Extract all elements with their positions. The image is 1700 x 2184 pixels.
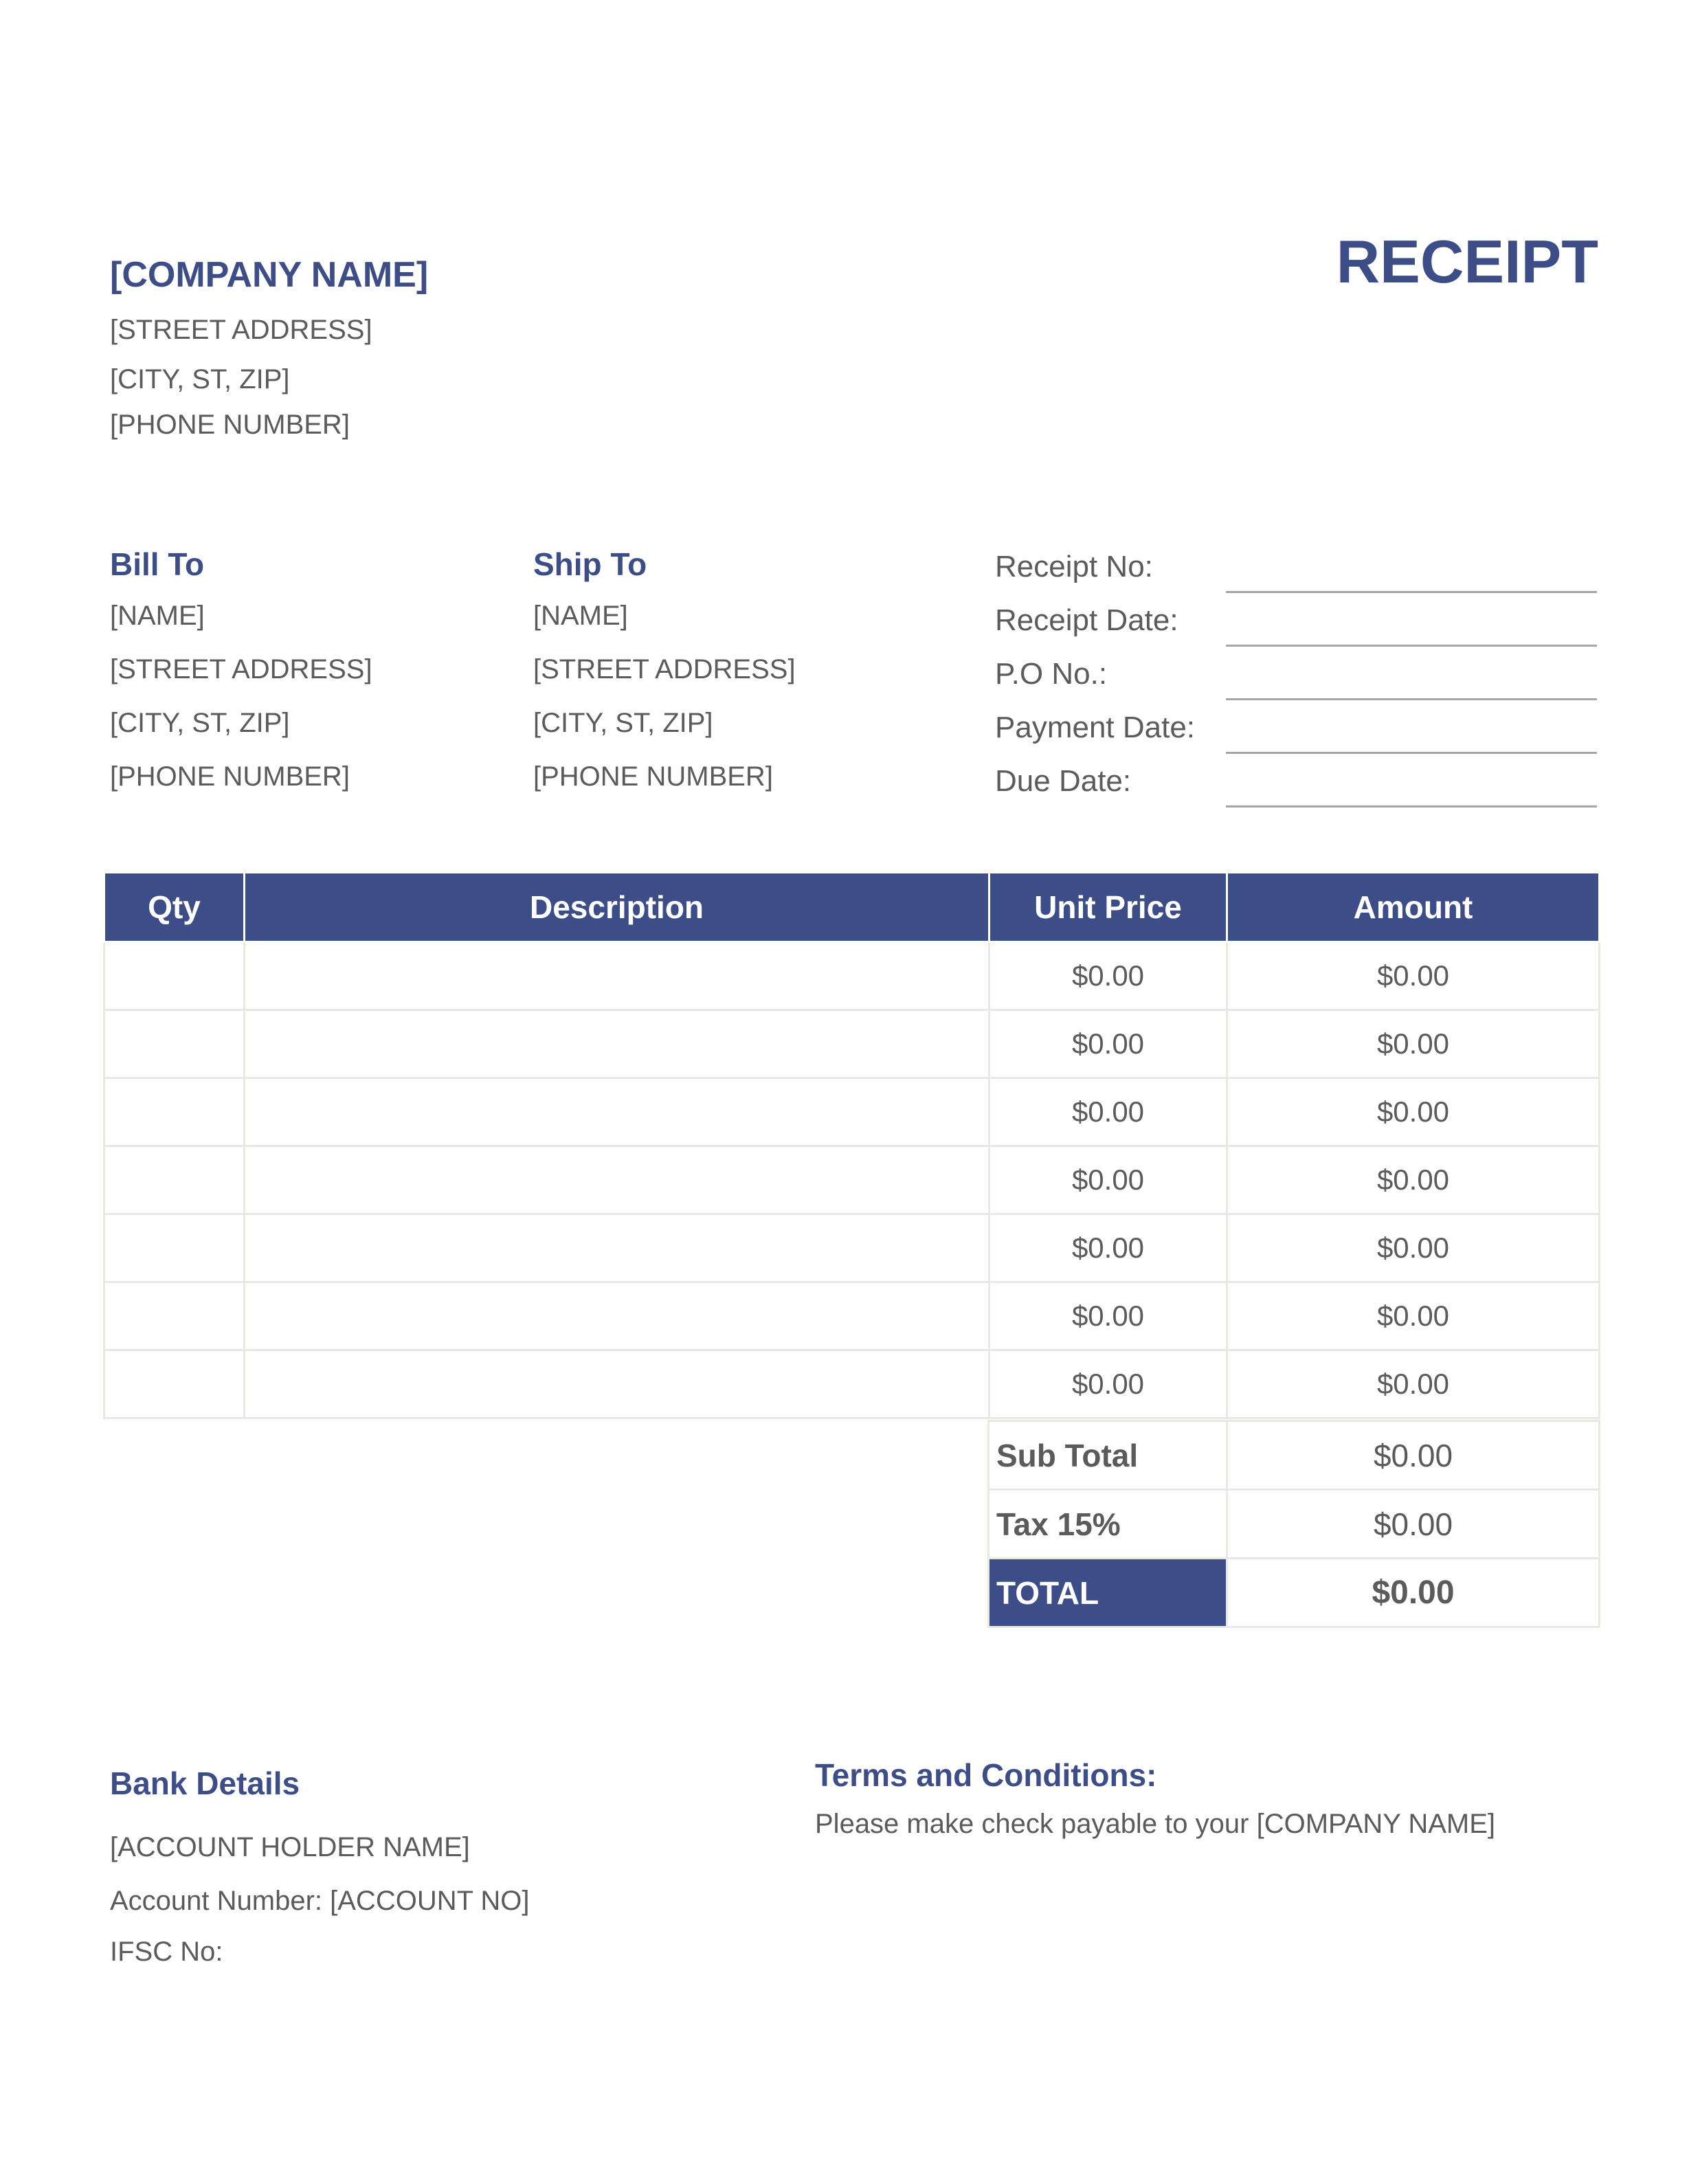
receipt-no-label: Receipt No: xyxy=(995,550,1153,583)
table-row xyxy=(104,942,1600,1010)
payment-date-label: Payment Date: xyxy=(995,711,1196,744)
company-phone: [PHONE NUMBER] xyxy=(110,410,350,440)
ship-to-name: [NAME] xyxy=(533,601,628,631)
unit-price-cell[interactable]: $0.00 xyxy=(989,1350,1227,1418)
po-no-label: P.O No.: xyxy=(995,657,1108,691)
unit-price-cell[interactable]: $0.00 xyxy=(989,1282,1227,1350)
ifsc-no: IFSC No: xyxy=(110,1937,223,1967)
totals-table xyxy=(987,1420,1600,1628)
unit-price-cell[interactable]: $0.00 xyxy=(989,1146,1227,1214)
total-row xyxy=(989,1559,1600,1627)
qty-cell[interactable] xyxy=(104,1214,245,1282)
tax-value: $0.00 xyxy=(1227,1490,1600,1559)
table-row xyxy=(104,1282,1600,1350)
subtotal-label: Sub Total xyxy=(989,1421,1227,1490)
company-street: [STREET ADDRESS] xyxy=(110,315,372,345)
amount-cell: $0.00 xyxy=(1227,1282,1600,1350)
table-row xyxy=(104,1010,1600,1078)
description-cell[interactable] xyxy=(245,942,989,1010)
account-holder-name: [ACCOUNT HOLDER NAME] xyxy=(110,1832,470,1862)
amount-cell: $0.00 xyxy=(1227,1214,1600,1282)
payment-date-field[interactable] xyxy=(1226,752,1597,754)
po-no-field[interactable] xyxy=(1226,698,1597,700)
bill-to-city: [CITY, ST, ZIP] xyxy=(110,708,290,738)
description-header: Description xyxy=(245,873,989,942)
due-date-field[interactable] xyxy=(1226,805,1597,807)
description-cell[interactable] xyxy=(245,1078,989,1146)
qty-cell[interactable] xyxy=(104,942,245,1010)
qty-cell[interactable] xyxy=(104,1010,245,1078)
ship-to-heading: Ship To xyxy=(533,546,647,582)
description-cell[interactable] xyxy=(245,1010,989,1078)
subtotal-row xyxy=(989,1421,1600,1490)
company-city: [CITY, ST, ZIP] xyxy=(110,364,290,394)
table-row xyxy=(104,1350,1600,1418)
bill-to-phone: [PHONE NUMBER] xyxy=(110,761,350,792)
receipt-date-label: Receipt Date: xyxy=(995,603,1178,637)
account-number: Account Number: [ACCOUNT NO] xyxy=(110,1886,530,1916)
qty-header: Qty xyxy=(104,873,245,942)
subtotal-value: $0.00 xyxy=(1227,1421,1600,1490)
unit-price-cell[interactable]: $0.00 xyxy=(989,1078,1227,1146)
total-value: $0.00 xyxy=(1227,1559,1600,1627)
unit-price-cell[interactable]: $0.00 xyxy=(989,942,1227,1010)
description-cell[interactable] xyxy=(245,1214,989,1282)
ship-to-phone: [PHONE NUMBER] xyxy=(533,761,773,792)
qty-cell[interactable] xyxy=(104,1350,245,1418)
tax-row xyxy=(989,1490,1600,1559)
amount-header: Amount xyxy=(1227,873,1600,942)
amount-cell: $0.00 xyxy=(1227,1078,1600,1146)
company-name: [COMPANY NAME] xyxy=(110,255,429,295)
ship-to-city: [CITY, ST, ZIP] xyxy=(533,708,713,738)
description-cell[interactable] xyxy=(245,1282,989,1350)
unit-price-cell[interactable]: $0.00 xyxy=(989,1214,1227,1282)
amount-cell: $0.00 xyxy=(1227,1350,1600,1418)
amount-cell: $0.00 xyxy=(1227,1146,1600,1214)
bill-to-street: [STREET ADDRESS] xyxy=(110,654,372,684)
qty-cell[interactable] xyxy=(104,1282,245,1350)
terms-heading: Terms and Conditions: xyxy=(815,1757,1157,1793)
due-date-label: Due Date: xyxy=(995,764,1132,798)
bill-to-heading: Bill To xyxy=(110,546,205,582)
unit-price-cell[interactable]: $0.00 xyxy=(989,1010,1227,1078)
items-table xyxy=(103,871,1600,1419)
description-cell[interactable] xyxy=(245,1350,989,1418)
table-row xyxy=(104,1214,1600,1282)
terms-text: Please make check payable to your [COMPANY NAME] xyxy=(815,1809,1496,1839)
description-cell[interactable] xyxy=(245,1146,989,1214)
document-title: RECEIPT xyxy=(1336,227,1598,296)
amount-cell: $0.00 xyxy=(1227,1010,1600,1078)
ship-to-street: [STREET ADDRESS] xyxy=(533,654,796,684)
amount-cell: $0.00 xyxy=(1227,942,1600,1010)
bank-details-heading: Bank Details xyxy=(110,1765,300,1801)
qty-cell[interactable] xyxy=(104,1078,245,1146)
total-label: TOTAL xyxy=(989,1559,1227,1627)
qty-cell[interactable] xyxy=(104,1146,245,1214)
receipt-no-field[interactable] xyxy=(1226,591,1597,593)
table-row xyxy=(104,1078,1600,1146)
bill-to-name: [NAME] xyxy=(110,601,205,631)
tax-label: Tax 15% xyxy=(989,1490,1227,1559)
receipt-date-field[interactable] xyxy=(1226,645,1597,647)
table-header-row xyxy=(104,873,1600,942)
table-row xyxy=(104,1146,1600,1214)
unit-price-header: Unit Price xyxy=(989,873,1227,942)
